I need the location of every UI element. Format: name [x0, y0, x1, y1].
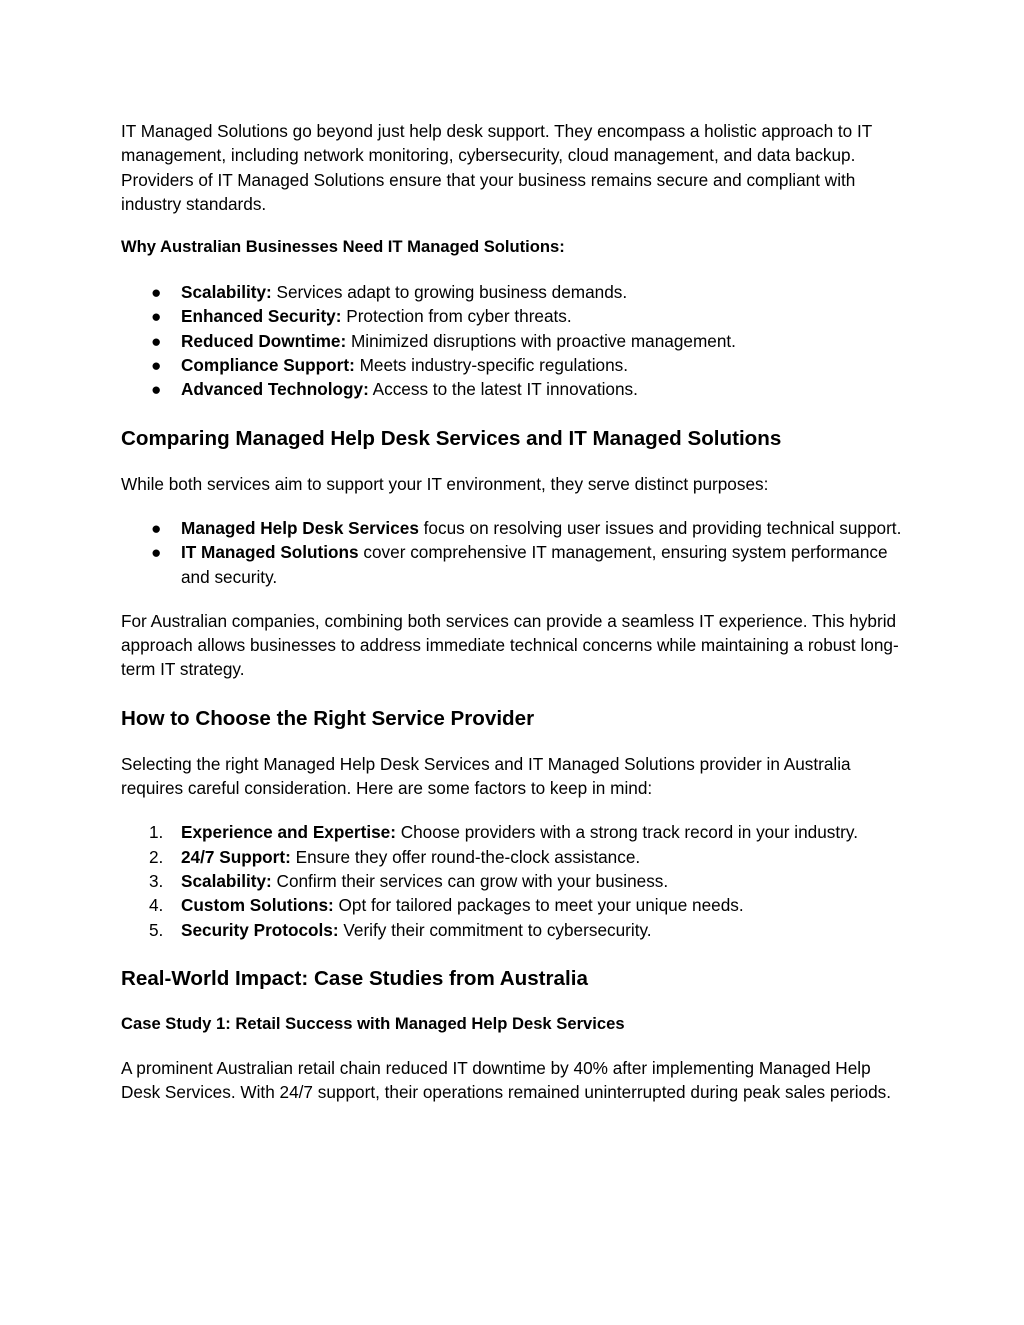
why-heading: Why Australian Businesses Need IT Managed Solutions: — [121, 237, 565, 257]
list-item — [121, 845, 911, 869]
choose-list — [121, 820, 911, 941]
bullet-marker: ● — [151, 542, 162, 563]
list-number: 5. — [149, 919, 164, 940]
item-term: Enhanced Security: — [181, 306, 342, 327]
item-text: focus on resolving user issues and providing technical support. — [418, 517, 902, 538]
item-term: 24/7 Support: — [181, 846, 291, 867]
item-term: Scalability: — [181, 282, 272, 303]
item-text: Minimized disruptions with proactive management. — [346, 330, 736, 351]
why-list — [121, 280, 911, 401]
list-item — [121, 304, 911, 328]
bullet-marker: ● — [151, 379, 162, 400]
bullet-marker: ● — [151, 282, 162, 303]
bullet-marker: ● — [151, 517, 162, 538]
item-text: Protection from cyber threats. — [341, 306, 572, 327]
item-text: Choose providers with a strong track record in your industry. — [395, 822, 858, 843]
case-study-1-heading: Case Study 1: Retail Success with Managed Help Desk Services — [121, 1013, 625, 1033]
compare-heading: Comparing Managed Help Desk Services and IT Managed Solutions — [121, 426, 782, 450]
list-item — [121, 353, 911, 377]
real-world-heading: Real-World Impact: Case Studies from Australia — [121, 966, 588, 990]
item-text: Access to the latest IT innovations. — [368, 379, 638, 400]
item-term: Compliance Support: — [181, 355, 355, 376]
list-item — [121, 540, 911, 589]
list-item — [121, 377, 911, 401]
list-item — [121, 869, 911, 893]
list-item — [121, 893, 911, 917]
list-item — [121, 820, 911, 844]
item-term: Scalability: — [181, 870, 272, 891]
list-number: 3. — [149, 870, 164, 891]
bullet-marker: ● — [151, 306, 162, 327]
list-item — [121, 516, 911, 540]
item-text: Confirm their services can grow with your business. — [271, 870, 669, 891]
item-text: cover comprehensive IT management, ensuring system performance and security. — [181, 542, 888, 587]
item-term: Experience and Expertise: — [181, 822, 396, 843]
item-term: Custom Solutions: — [181, 895, 334, 916]
compare-outro: For Australian companies, combining both services can provide a seamless IT experience. This hybrid approach allows businesses to address immediate technical concerns while maintaining a robust long-term IT strategy. — [121, 610, 899, 680]
item-text: Meets industry-specific regulations. — [354, 355, 629, 376]
list-item — [121, 329, 911, 353]
compare-intro: While both services aim to support your IT environment, they serve distinct purposes: — [121, 473, 769, 494]
item-term: IT Managed Solutions — [181, 542, 359, 563]
item-term: Reduced Downtime: — [181, 330, 347, 351]
item-text: Ensure they offer round-the-clock assistance. — [290, 846, 641, 867]
compare-list — [121, 516, 911, 589]
item-text: Verify their commitment to cybersecurity. — [338, 919, 652, 940]
choose-heading: How to Choose the Right Service Provider — [121, 706, 535, 730]
item-term: Security Protocols: — [181, 919, 339, 940]
bullet-marker: ● — [151, 330, 162, 351]
list-number: 4. — [149, 895, 164, 916]
list-item — [121, 280, 911, 304]
item-term: Managed Help Desk Services — [181, 517, 419, 538]
item-text: Opt for tailored packages to meet your unique needs. — [333, 895, 744, 916]
list-number: 1. — [149, 822, 164, 843]
list-item — [121, 918, 911, 942]
item-term: Advanced Technology: — [181, 379, 369, 400]
choose-intro: Selecting the right Managed Help Desk Services and IT Managed Solutions provider in Australia requires careful consideration. Here are some factors to keep in mind: — [121, 753, 851, 799]
document-page — [121, 119, 911, 1104]
intro-paragraph: IT Managed Solutions go beyond just help desk support. They encompass a holistic approach to IT management, including network monitoring, cybersecurity, cloud management, and data backup. Providers of IT Managed Solutions ensure that your business remains secure and compliant with industry standards. — [121, 121, 872, 214]
case-study-1-text: A prominent Australian retail chain reduced IT downtime by 40% after implementing Managed Help Desk Services. With 24/7 support, their operations remained uninterrupted during peak sales periods. — [121, 1057, 892, 1103]
list-number: 2. — [149, 846, 164, 867]
item-text: Services adapt to growing business demands. — [271, 282, 628, 303]
bullet-marker: ● — [151, 355, 162, 376]
